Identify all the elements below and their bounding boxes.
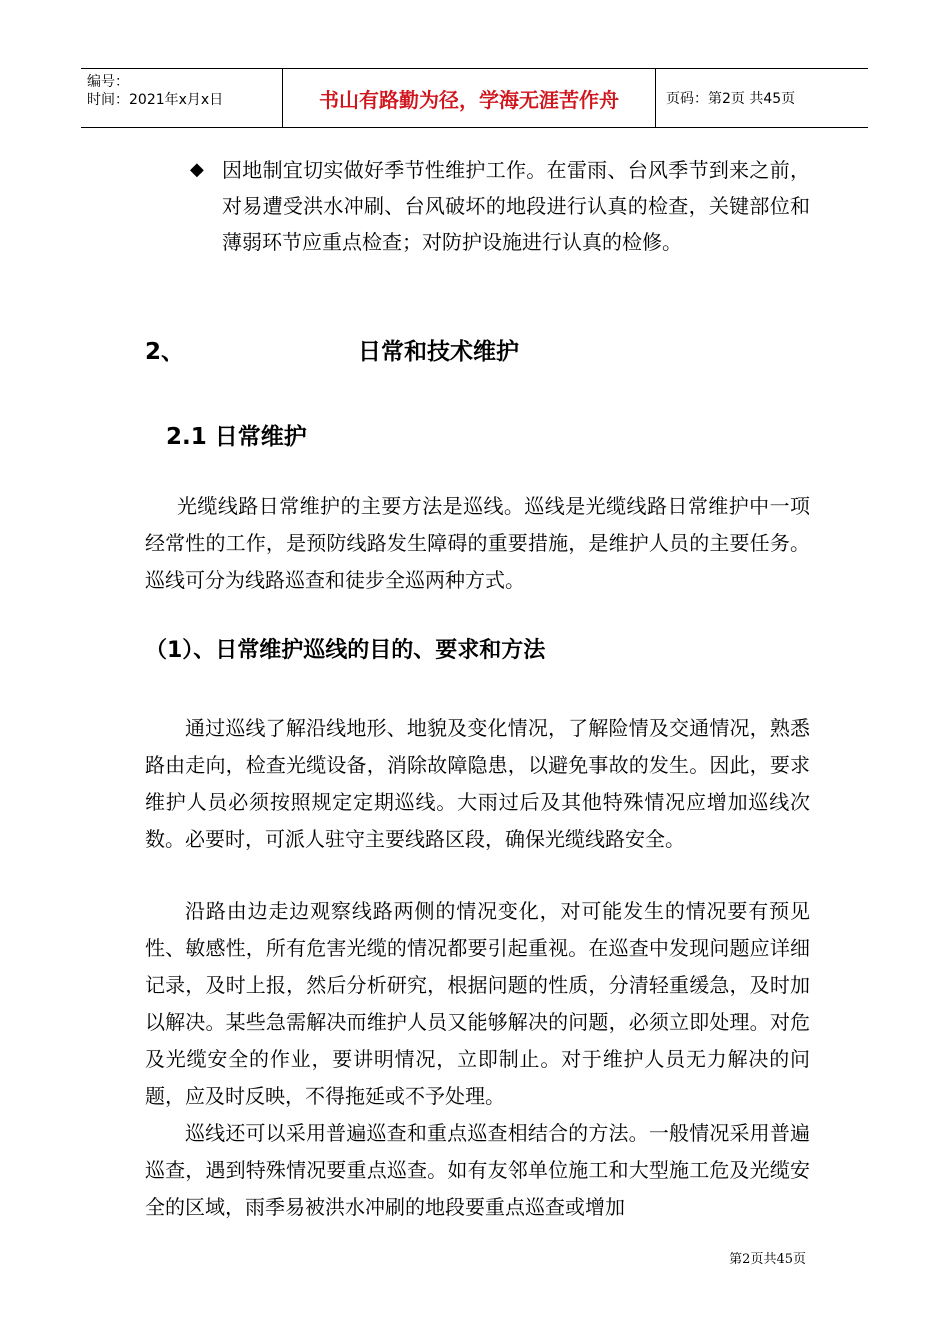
header-time-label: 时间：2021年x月x日 xyxy=(87,92,224,108)
header-meta-cell xyxy=(81,69,283,127)
body-paragraph-2: 沿路由边走边观察线路两侧的情况变化，对可能发生的情况要有预见性、敏感性，所有危害光缆的情况都要引起重视。在巡查中发现问题应详细记录，及时上报，然后分析研究，根据问题的性质，分清轻重缓急，及时加以解决。某些急需解决而维护人员又能够解决的问题，必须立即处理。对危及光缆安全的作业，要讲明情况，立即制止。对于维护人员无力解决的问题，应及时反映，不得拖延或不予处理。 xyxy=(145,899,810,1108)
page-footer: 第2页共45页 xyxy=(729,1252,806,1267)
body-paragraph-1: 通过巡线了解沿线地形、地貌及变化情况，了解险情及交通情况，熟悉路由走向，检查光缆设备，消除故障隐患，以避免事故的发生。因此，要求维护人员必须按照规定定期巡线。大雨过后及其他特殊情况应增加巡线次数。必要时，可派人驻守主要线路区段，确保光缆线路安全。 xyxy=(145,716,810,851)
document-header xyxy=(81,68,868,128)
subheading: （1）、日常维护巡线的目的、要求和方法 xyxy=(145,638,546,663)
intro-paragraph: 光缆线路日常维护的主要方法是巡线。巡线是光缆线路日常维护中一项经常性的工作，是预防线路发生障碍的重要措施，是维护人员的主要任务。巡线可分为线路巡查和徒步全巡两种方式。 xyxy=(145,494,810,592)
header-page-label: 页码：第2页 共45页 xyxy=(666,91,796,107)
section-number: 2、 xyxy=(145,339,185,365)
section-title: 日常和技术维护 xyxy=(358,339,519,365)
subsection-title: 2.1 日常维护 xyxy=(166,424,307,450)
header-motto: 书山有路勤为径，学海无涯苦作舟 xyxy=(283,69,656,127)
bullet-text: 因地制宜切实做好季节性维护工作。在雷雨、台风季节到来之前，对易遭受洪水冲刷、台风破坏的地段进行认真的检查，关键部位和薄弱环节应重点检查；对防护设施进行认真的检修。 xyxy=(222,158,810,254)
diamond-bullet-icon: ◆ xyxy=(190,159,204,180)
body-paragraph-3: 巡线还可以采用普遍巡查和重点巡查相结合的方法。一般情况采用普遍巡查，遇到特殊情况要重点巡查。如有友邻单位施工和大型施工危及光缆安全的区域，雨季易被洪水冲刷的地段要重点巡查或增加 xyxy=(145,1121,810,1219)
header-number-label: 编号： xyxy=(87,74,129,90)
bullet-item xyxy=(190,152,810,260)
